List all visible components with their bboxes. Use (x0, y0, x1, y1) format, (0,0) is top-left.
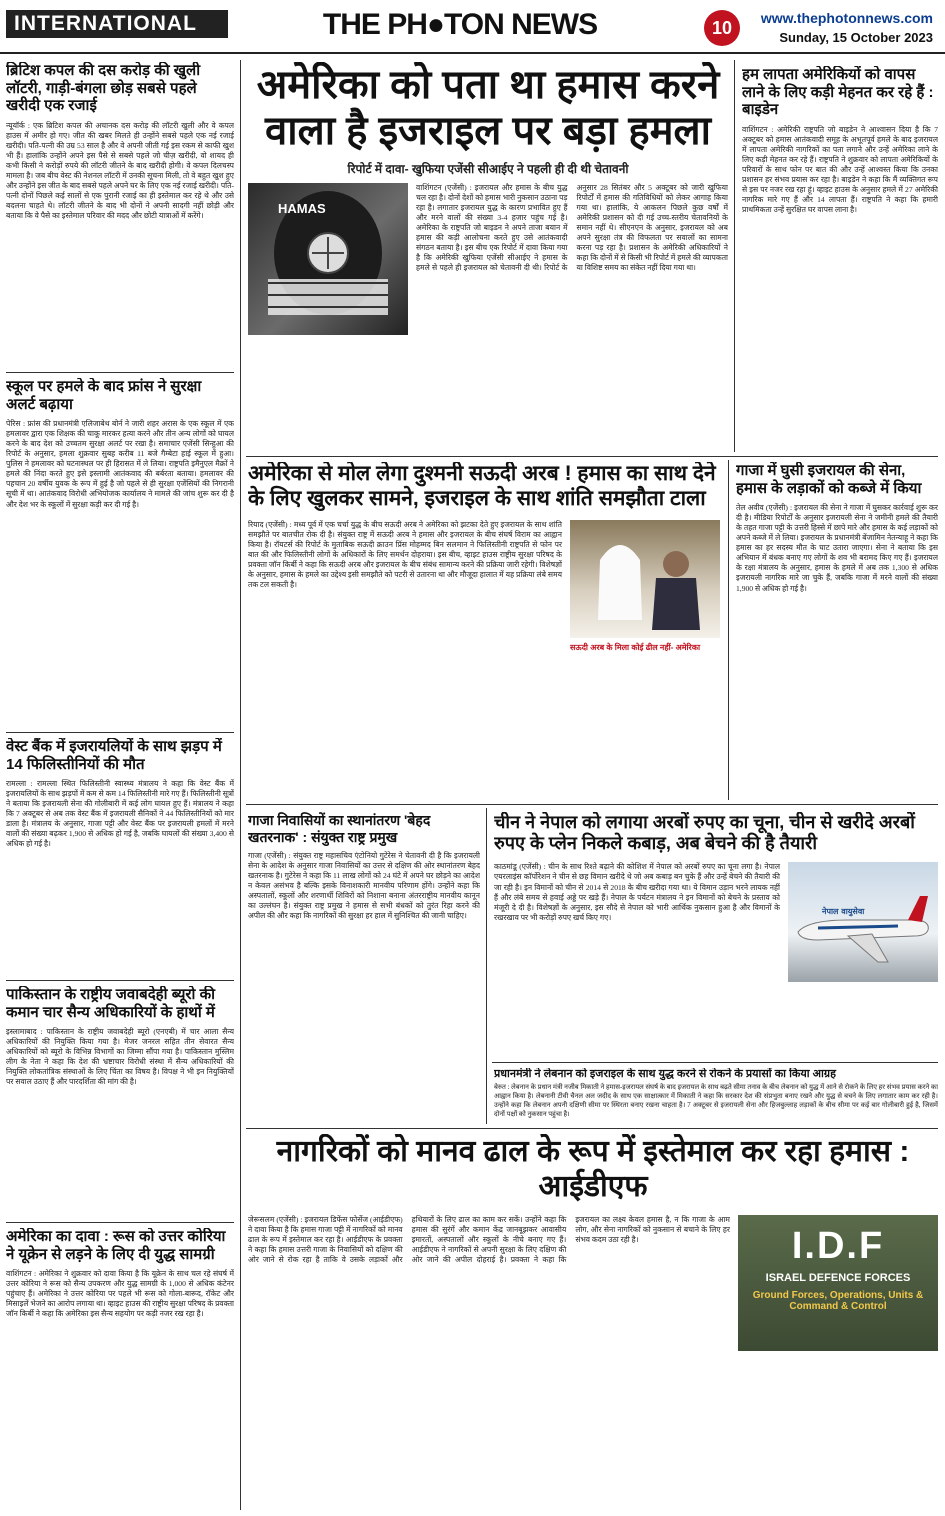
hamas-photo-graphic (248, 183, 408, 335)
story-un-gaza (248, 812, 480, 1122)
column-divider (240, 60, 241, 1510)
story-body: न्यूयॉर्क : एक ब्रिटिश कपल की अचानक दस करोड़ की लॉटरी खुली और वे कपल हाउस में अमीर हो गए। जीत की खबर मिलते ही उन्होंने सबसे पहले एक नई रजाई खरीदी। पति-पत्नी की उम्र 53 साल है और वे अपनी जीती गई इस रकम से काफी खुश भी हैं। हालांकि उन्होंने अपने इस पैसे से सबसे पहले जो चीज़ खरीदी, वो शायद ही कभी किसी ने करोड़ों रुपये की लॉटरी जीतने के बाद खरीदी होगी। वे कपल दिलचस्प मामला है। जब बीच वेस्ट की नेशनल लॉटरी में उनकी सूचना मिली, तो वे बहुत खुश हुए और उन्होंने इस जीत के बाद सबसे पहले अपने घर के लिए एक नई रजाई खरीदी। पति-पत्नी दोनों पिछले कई सालों से एक पुरानी रजाई का ही इस्तेमाल कर रहे थे और उसे बदलना चाहते थे। लॉटरी जीतने के बाद भी दोनों ने अपनी सादगी नहीं छोड़ी और बताया कि वे पैसे का इस्तेमाल परिवार की मदद और छोटी यात्राओं में करेंगे। (6, 121, 234, 221)
idf-logo-title: I.D.F (791, 1224, 885, 1267)
story-body: तेल अवीव (एजेंसी) : इजरायल की सेना ने गाजा में घुसकर कार्रवाई शुरू कर दी है। मीडिया रिपोर्टों के अनुसार इजरायली सेना ने जमीनी हमले की तैयारी के तहत गाजा पट्टी के उत्तरी हिस्से में छापे मारे और हमास के कई लड़ाकों को अपने कब्जे में ले लिया। इजरायल के प्रधानमंत्री बेंजामिन नेतन्याहू ने कहा कि हमास का हर सदस्य मौत के घाट उतारा जाएगा। सेना ने बताया कि इस अभियान में बंधक बनाए गए लोगों के शव भी बरामद किए गए हैं। इजरायल के रक्षा मंत्रालय के अनुसार, हमास के हमले में अब तक 1,300 से अधिक इजरायली नागरिक मारे जा चुके हैं, जबकि गाजा में मरने वालों की संख्या 1,900 से अधिक हो गई है। (736, 503, 938, 593)
story-idf (248, 1134, 938, 1510)
plane-label: नेपाल वायुसेवा (822, 907, 865, 917)
column-divider (486, 808, 487, 1124)
story-saudi (248, 462, 720, 798)
column-divider (734, 60, 735, 452)
story-headline[interactable]: अमेरिका से मोल लेगा दुश्मनी सऊदी अरब ! हमास का साथ देने के लिए खुलकर सामने, इजराइल के साथ शांति समझौता टाला (248, 462, 716, 510)
saudi-photo-graphic (570, 520, 720, 638)
plane-photo (788, 862, 938, 982)
divider (6, 372, 234, 373)
story-biden (742, 66, 938, 450)
story-body: वाशिंगटन : अमेरिकी राष्ट्रपति जो बाइडेन ने आश्वासन दिया है कि 7 अक्टूबर को हमास आतंकवादी समूह के अभूतपूर्व हमले के बाद इजरायल में लापता अमेरिकी नागरिकों का पता लगाने और उन्हें अमेरिका लाने के लिए कड़ी मेहनत कर रहे हैं। राष्ट्रपति ने शुक्रवार को लापता अमेरिकियों के परिवारों के साथ फोन पर बात की और उन्हें आश्वस्त किया कि उनका प्रशासन हर संभव प्रयास कर रहा है। बाइडेन ने कहा कि मैं व्यक्तिगत रूप से इस पर नजर रख रहा हूं। व्हाइट हाउस के अनुसार हमले में 27 अमेरिकी नागरिक मारे गए हैं और 14 लापता हैं। राष्ट्रपति ने कहा कि हमारी प्राथमिकता उन्हें सुरक्षित घर वापस लाना है। (742, 125, 938, 215)
story-headline[interactable]: हम लापता अमेरिकियों को वापस लाने के लिए कड़ी मेहनत कर रहे हैं : बाइडेन (742, 66, 934, 119)
story-headline[interactable]: ब्रिटिश कपल की दस करोड़ की खुली लॉटरी, गाड़ी-बंगला छोड़ सबसे पहले खरीदी एक रजाई (6, 62, 201, 115)
story-body: पेरिस : फ्रांस की प्रधानमंत्री एलिजाबेथ बोर्न ने जारी शहर अरास के एक स्कूल में एक हमलावर द्वारा एक शिक्षक की चाकू मारकर हत्या करने और तीन अन्य लोगों को घायल करने के बाद देश को उच्चतम सुरक्षा अलर्ट पर रखा है। समाचार एजेंसी सिन्हुआ की रिपोर्ट के अनुसार, हमला शुक्रवार सुबह करीब 11 बजे गैम्बेटा हाई स्कूल में हुआ। पुलिस ने हमलावर को घटनास्थल पर ही हिरासत में ले लिया। राष्ट्रपति इमैनुएल मैक्रों ने हमले की निंदा करते हुए इसे इस्लामी आतंकवाद की बर्बरता बताया। हमलावर की पहचान 20 वर्षीय युवक के रूप में हुई है जो पहले से ही सुरक्षा एजेंसियों की निगरानी सूची में था। आतंकवाद विरोधी अभियोजक कार्यालय ने मामले की जांच शुरू कर दी है और देश भर के स्कूलों में सुरक्षा कड़ी कर दी गई है। (6, 419, 234, 509)
hamas-photo (248, 183, 408, 335)
story-headline[interactable]: पाकिस्तान के राष्ट्रीय जवाबदेही ब्यूरो की कमान चार सैन्य अधिकारियों के हाथों में (6, 986, 216, 1021)
idf-logo-tagline: Ground Forces, Operations, Units & Command & Control (752, 1289, 924, 1312)
page-number: 10 (704, 10, 740, 46)
story-headline[interactable]: अमेरिका का दावा : रूस को उत्तर कोरिया ने यूक्रेन से लड़ने के लिए दी युद्ध सामग्री (6, 1228, 226, 1263)
plane-graphic (788, 862, 938, 982)
hamas-photo-label: HAMAS (278, 201, 326, 216)
story-body: बेरुत : लेबनान के प्रधान मंत्री नजीब मिकाती ने हमास-इजरायल संघर्ष के बाद इजरायल के साथ बढ़ते सीमा तनाव के बीच लेबनान को युद्ध में आने से रोकने के लिए हर संभव प्रयास करने का आह्वान किया है। लेबनानी टीवी चैनल अल जदीद के साथ एक साक्षात्कार में मिकाती ने कहा कि सरकार देश की संप्रभुता बनाए रखने और युद्ध से बचने के लिए लगातार काम कर रही है। उन्होंने कहा कि लेबनान अपनी दक्षिणी सीमा पर स्थिरता बनाए रखना चाहता है। 7 अक्टूबर से इजरायली सेना और हिजबुल्लाह लड़ाकों के बीच सीमा पर कई बार गोलीबारी हुई है, जिसमें दोनों पक्षों को नुकसान पहुंचा है। (494, 1083, 938, 1118)
divider (246, 1128, 938, 1129)
edition-date: Sunday, 15 October 2023 (779, 30, 933, 45)
masthead[interactable]: THE PH●TON NEWS (322, 8, 598, 41)
divider (246, 804, 938, 805)
story-pakistan (6, 986, 234, 1218)
section-label: INTERNATIONAL (6, 10, 228, 38)
story-nepal (494, 812, 938, 1058)
story-westbank (6, 738, 234, 976)
divider (246, 456, 938, 457)
story-main (248, 62, 728, 452)
story-headline[interactable]: प्रधानमंत्री ने लेबनान को इजराइल के साथ युद्ध करने से रोकने के प्रयासों का किया आग्रह (494, 1068, 836, 1080)
divider (6, 1222, 234, 1223)
column-divider (728, 460, 729, 800)
idf-logo-subtitle: ISRAEL DEFENCE FORCES (765, 1271, 911, 1284)
divider (6, 732, 234, 733)
page-header (0, 0, 945, 54)
divider (492, 1062, 938, 1063)
story-headline[interactable]: नागरिकों को मानव ढाल के रूप में इस्तेमाल कर रहा हमास : आईडीएफ (276, 1135, 910, 1204)
story-body: वाशिंगटन : अमेरिका ने शुक्रवार को दावा किया है कि यूक्रेन के साथ चल रहे संघर्ष में उत्तर कोरिया ने रूस को सैन्य उपकरण और युद्ध सामग्री के 1,000 से अधिक कंटेनर पहुंचाए हैं। अमेरिका ने उत्तर कोरिया पर पहले भी रूस को गोला-बारूद, रॉकेट और मिसाइलें भेजने का आरोप लगाया था। व्हाइट हाउस की राष्ट्रीय सुरक्षा परिषद के प्रवक्ता जॉन किर्बी ने कहा कि अमेरिका इस सैन्य सहयोग पर कड़ी नजर रख रहा है। (6, 1269, 234, 1319)
story-body: काठमांडू (एजेंसी) : चीन के साथ रिश्ते बढ़ाने की कोशिश में नेपाल को अरबों रुपए का चूना लगा है। नेपाल एयरलाइंस कॉर्पोरेशन ने चीन से छह विमान खरीदे थे जो अब कबाड़ बन चुके हैं और उन्हें बेचने की तैयारी की जा रही है। इन विमानों को चीन से 2014 से 2018 के बीच खरीदा गया था। ये विमान उड़ान भरने लायक नहीं हैं और लंबे समय से हवाई अड्डे पर खड़े हैं। नेपाल के पर्यटन मंत्रालय ने इन विमानों को बेचने के प्रस्ताव को मंजूरी दे दी है। विशेषज्ञों के अनुसार, इस सौदे से नेपाल को भारी आर्थिक नुकसान हुआ है और विमानों के रखरखाव पर भी करोड़ों रुपए खर्च किए गए। (494, 862, 780, 922)
story-body: जेरूसलम (एजेंसी) : इजरायल डिफेंस फोर्सेज (आईडीएफ) ने दावा किया है कि हमास गाजा पट्टी में नागरिकों को मानव ढाल के रूप में इस्तेमाल कर रहा है। आईडीएफ के प्रवक्ता ने कहा कि हमास उत्तरी गाजा के निवासियों को दक्षिण की ओर जाने से रोक रहा है ताकि वे उसके लड़ाकों और हथियारों के लिए ढाल का काम कर सकें। उन्होंने कहा कि हमास की सुरंगें और कमान केंद्र जानबूझकर आवासीय इमारतों, अस्पतालों और स्कूलों के नीचे बनाए गए हैं। आईडीएफ ने नागरिकों से अपनी सुरक्षा के लिए दक्षिण की ओर जाने की अपील दोहराई है। प्रवक्ता ने कहा कि इजरायल का लक्ष्य केवल हमास है, न कि गाजा के आम लोग, और सेना नागरिकों को नुकसान से बचाने के लिए हर संभव कदम उठा रही है। (248, 1214, 730, 1264)
story-body: रामल्ला : रामल्ला स्थित फिलिस्तीनी स्वास्थ्य मंत्रालय ने कहा कि वेस्ट बैंक में इजरायलियों के साथ झड़पों में कम से कम 14 फिलिस्तीनी मारे गए हैं। फिलिस्तीनी सूत्रों ने बताया कि इजरायली सेना की गोलीबारी में कई लोग घायल हुए हैं। मंत्रालय ने कहा कि 7 अक्टूबर से अब तक वेस्ट बैंक में इजरायली सैनिकों ने 44 फिलिस्तीनियों को मार डाला है। मंत्रालय के अनुसार, गाजा पट्टी और वेस्ट बैंक पर इजरायली हमलों में मरने वालों की संख्या बढ़कर 1,900 से अधिक हो गई है, जबकि घायलों की संख्या 3,400 से अधिक हो गई है। (6, 779, 234, 849)
saudi-caption: सऊदी अरब के मिला कोई ढील नहीं- अमेरिका (570, 642, 701, 652)
story-body: इस्लामाबाद : पाकिस्तान के राष्ट्रीय जवाबदेही ब्यूरो (एनएबी) में चार आला सैन्य अधिकारियों की नियुक्ति किया गया है। मेजर जनरल सहित तीन सेवारत सैन्य अधिकारियों को ब्यूरो के विभिन्न विभागों का जिम्मा सौंपा गया है। पाकिस्तान मुस्लिम लीग के नेता ने कहा कि देश की भ्रष्टाचार विरोधी संस्था में सैन्य अधिकारियों की नियुक्ति लोकतांत्रिक संस्थाओं के लिए चिंता का विषय है। विपक्ष ने भी इन नियुक्तियों पर सवाल उठाए हैं और पारदर्शिता की मांग की है। (6, 1027, 234, 1087)
story-body: रियाद (एजेंसी) : मध्य पूर्व में एक चर्चा युद्ध के बीच सऊदी अरब ने अमेरिका को झटका देते हुए इजरायल के साथ शांति समझौते पर बातचीत रोक दी है। संयुक्त राष्ट्र में सऊदी अरब ने हमास और इजरायल के बीच संघर्ष विराम का आह्वान किया है। रॉयटर्स की रिपोर्ट के मुताबिक सऊदी क्राउन प्रिंस मोहम्मद बिन सलमान ने फिलिस्तीनी राष्ट्रपति से फोन पर बात की और फिलिस्तीनी लोगों के अधिकारों के लिए समर्थन दोहराया। इस बीच, व्हाइट हाउस राष्ट्रीय सुरक्षा परिषद के प्रवक्ता जॉन किर्बी ने कहा कि सऊदी अरब और इजरायल के बीच संबंध सामान्य करने की प्रक्रिया जारी रहेगी। विशेषज्ञों के अनुसार, हमास के हमले का उद्देश्य इसी समझौते को पटरी से उतारना था और मौजूदा हालात में यह प्रक्रिया लंबे समय तक टल सकती है। (248, 519, 562, 589)
story-body: गाजा (एजेंसी) : संयुक्त राष्ट्र महासचिव एंटोनियो गुटेरेस ने चेतावनी दी है कि इजरायली सेना के आदेश के अनुसार गाजा निवासियों का उत्तर से दक्षिण की ओर स्थानांतरण बेहद खतरनाक है। गुटेरेस ने कहा कि 11 लाख लोगों को 24 घंटे में अपने घर छोड़ने का आदेश न केवल असंभव है बल्कि इसके विनाशकारी मानवीय परिणाम होंगे। उन्होंने कहा कि अस्पतालों, स्कूलों और शरणार्थी शिविरों को निशाना बनाना अंतरराष्ट्रीय मानवीय कानून का उल्लंघन है। संयुक्त राष्ट्र प्रमुख ने हमास से सभी बंधकों को तुरंत रिहा करने की अपील की और कहा कि नागरिकों की सुरक्षा हर हाल में सुनिश्चित की जानी चाहिए। (248, 851, 480, 921)
story-headline[interactable]: चीन ने नेपाल को लगाया अरबों रुपए का चूना, चीन से खरीदे अरबों रुपए के प्लेन निकले कबाड़, अब बेचने की है तैयारी (494, 812, 915, 854)
story-lebanon (494, 1068, 938, 1124)
story-france-alert (6, 378, 234, 728)
divider (6, 980, 234, 981)
main-body: वाशिंगटन (एजेंसी) : इजरायल और हमास के बीच युद्ध चल रहा है। दोनों देशों को हमास भारी नुकसान उठाना पड़ रहा है। लगातार इजरायल युद्ध के कारण प्रभावित हुए हैं और मरने वालों की संख्या 3-4 हजार पहुंच गई है। अमेरिका के राष्ट्रपति जो बाइडन ने अपने ताजा बयान में हमास की कड़ी आलोचना करते हुए उसे आतंकवादी संगठन बताया है। इस बीच एक रिपोर्ट में दावा किया गया है कि अमेरिकी खुफिया एजेंसी सीआईए ने हमास के हमले से पहले ही इजरायल को चेतावनी दी थी। रिपोर्ट के अनुसार 28 सितंबर और 5 अक्टूबर को जारी खुफिया रिपोर्टों में हमास की गतिविधियों को लेकर आगाह किया गया था। हालांकि, ये आकलन पिछले कुछ वर्षों में अमेरिकी प्रशासन को दी गई उच्च-स्तरीय चेतावनियों के समान नहीं थे। सीएनएन के अनुसार, इजरायल को अब अपने सुरक्षा तंत्र की विफलता पर सवालों का सामना करना पड़ रहा है। प्रशासन के अमेरिकी अधिकारियों ने कहा कि दोनों में से किसी भी रिपोर्ट में हमले की व्यापकता या विशिष्ट समय का संकेत नहीं दिया गया था। (416, 183, 728, 273)
story-korea (6, 1228, 234, 1510)
main-kicker: रिपोर्ट में दावा- खुफिया एजेंसी सीआईए ने पहली ही दी थी चेतावनी (347, 162, 629, 176)
story-headline[interactable]: वेस्ट बैंक में इजरायलियों के साथ झड़प में 14 फिलिस्तीनियों की मौत (6, 738, 222, 773)
story-uk-lottery (6, 62, 234, 370)
saudi-photo (570, 520, 720, 638)
story-headline[interactable]: गाजा में घुसी इजरायल की सेना, हमास के लड़ाकों को कब्जे में किया (736, 462, 922, 497)
story-headline[interactable]: स्कूल पर हमले के बाद फ्रांस ने सुरक्षा अलर्ट बढ़ाया (6, 378, 202, 413)
idf-logo-panel (738, 1215, 938, 1351)
story-headline[interactable]: गाजा निवासियों का स्थानांतरण 'बेहद खतरनाक' : संयुक्त राष्ट्र प्रमुख (248, 812, 431, 845)
story-gaza-army (736, 462, 938, 798)
main-headline[interactable]: अमेरिका को पता था हमास करने वाला है इजराइल पर बड़ा हमला (256, 63, 720, 153)
website-link[interactable]: www.thephotonnews.com (760, 10, 933, 26)
